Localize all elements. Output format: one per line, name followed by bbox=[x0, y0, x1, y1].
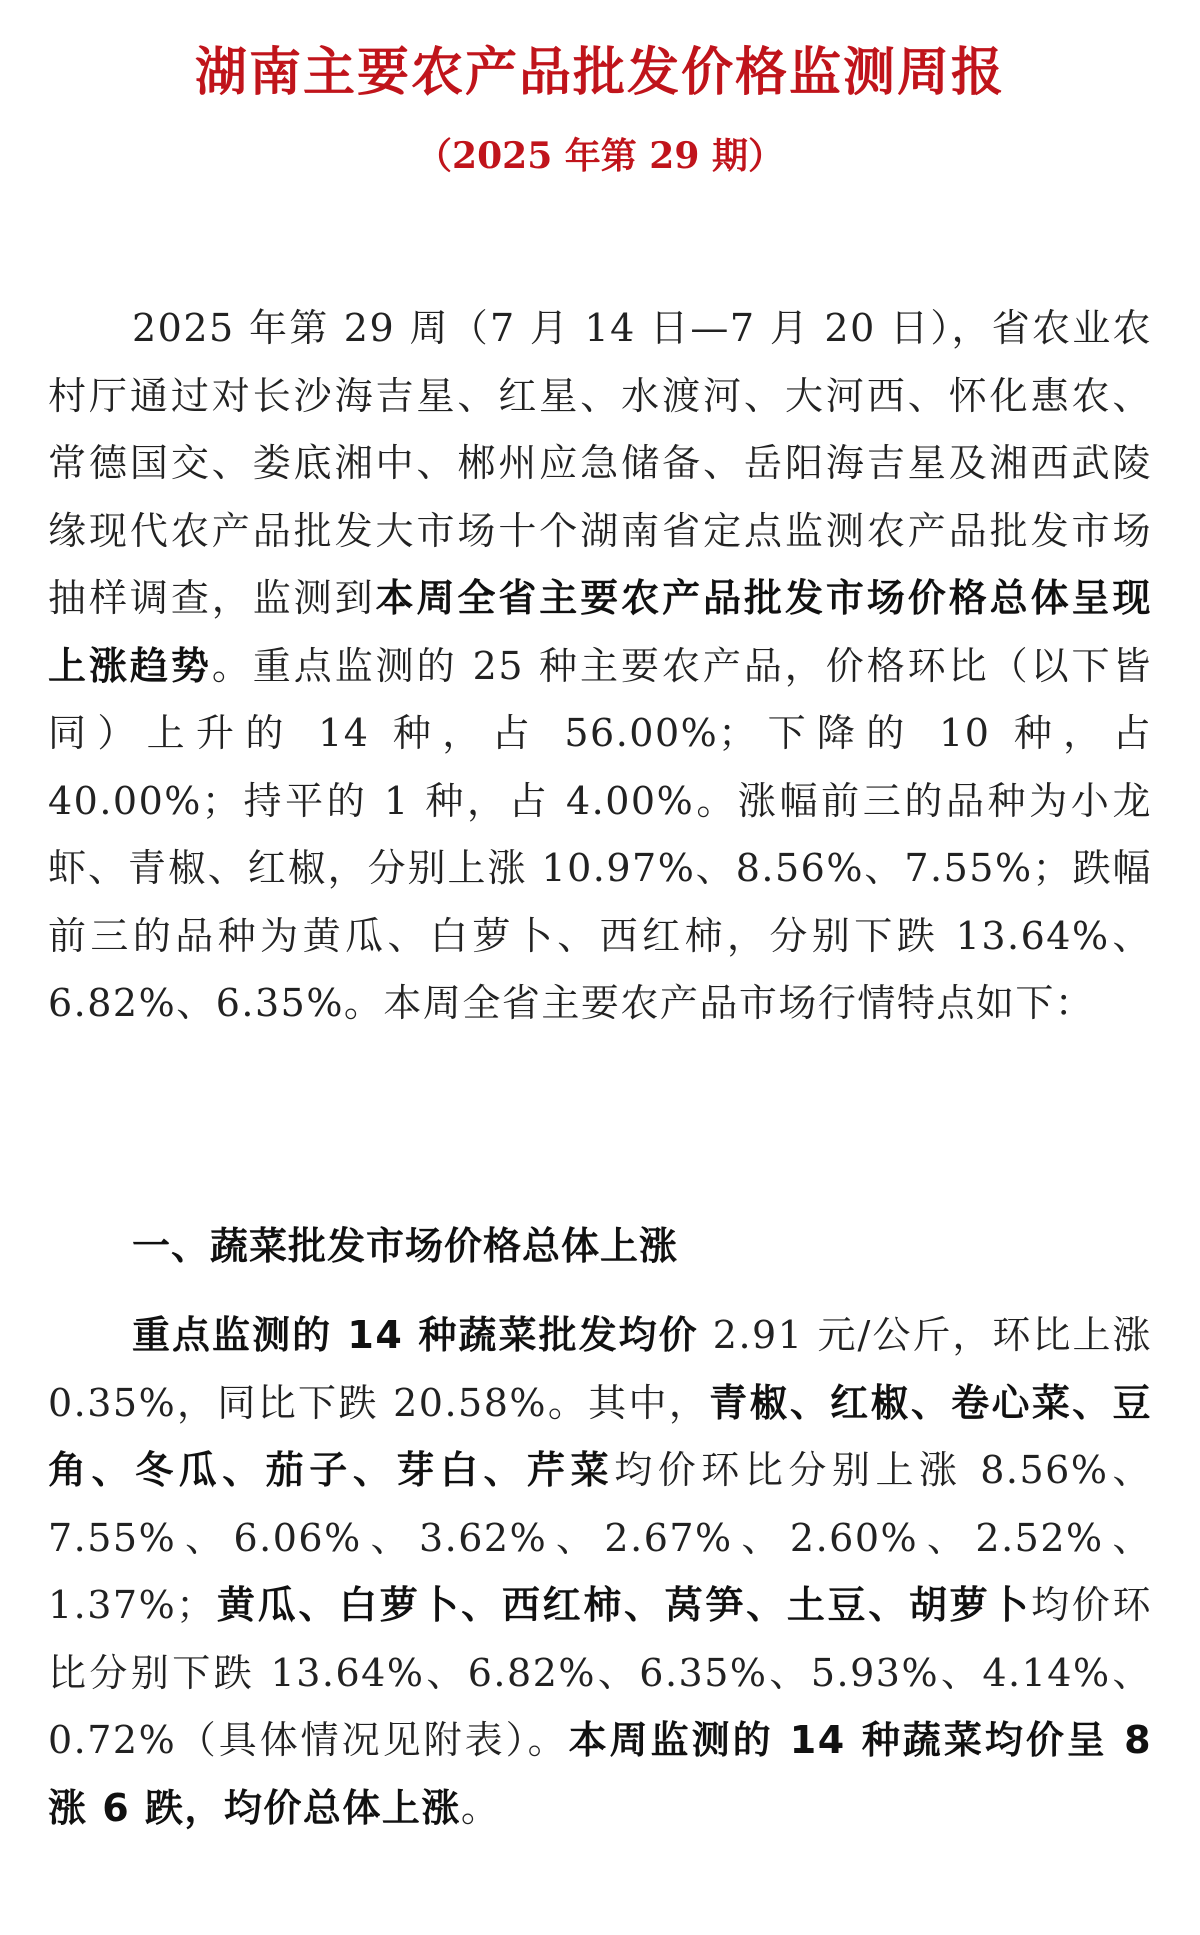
issue-number: （2025 年第 29 期） bbox=[416, 135, 784, 177]
intro-lead-text: 2025 年第 29 周（7 月 14 日—7 月 20 日），省农业农村厅通过对长沙海吉星、红星、水渡河、大河西、怀化惠农、常德国交、娄底湘中、郴州应急储备、岳阳海吉星及湘西武陵缘现代农产品批发大市场十个湖南省定点监测农产品批发市场抽样调查，监测到 bbox=[48, 306, 1152, 620]
falling-percent-text: 均价环比分别下跌 13.64%、6.82%、6.35%、5.93%、4.14%、0.72%（具体情况见附表）。 bbox=[48, 1583, 1152, 1762]
report-title: 湖南主要农产品批发价格监测周报 bbox=[194, 42, 1005, 103]
vegetable-end-text: 。 bbox=[460, 1785, 501, 1830]
vegetable-paragraph bbox=[48, 1302, 1152, 1842]
vegetable-summary-bold: 本周监测的 14 种蔬菜均价呈 8 涨 6 跌，均价总体上涨 bbox=[48, 1718, 1153, 1830]
rising-percent-text: 均价环比分别上涨 8.56%、7.55%、6.06%、3.62%、2.67%、2.60%、2.52%、1.37%； bbox=[48, 1448, 1153, 1627]
rising-items-list: 青椒、红椒、卷心菜、豆角、冬瓜、茄子、芽白、芹菜 bbox=[48, 1380, 1152, 1492]
vegetable-price-text: 2.91 元/公斤，环比上涨 0.35%，同比下跌 20.58%。其中， bbox=[48, 1313, 1152, 1425]
intro-rest-text: 。重点监测的 25 种主要农产品，价格环比（以下皆同）上升的 14 种，占 56.00%；下降的 10 种，占 40.00%；持平的 1 种，占 4.00%。涨幅前三的品种为小龙虾、青椒、红椒，分别上涨 10.97%、8.56%、7.55%；跌幅前三的品种为黄瓜、白萝卜、西红柿，分别下跌 13.64%、6.82%、6.35%。本周全省主要农产品市场行情特点如下： bbox=[48, 643, 1152, 1025]
intro-emphasis-text: 本周全省主要农产品批发市场价格总体呈现上涨趋势 bbox=[48, 576, 1152, 688]
intro-paragraph bbox=[48, 295, 1152, 1038]
falling-items-list: 黄瓜、白萝卜、西红柿、莴笋、土豆、胡萝卜 bbox=[215, 1583, 1032, 1627]
section-heading-vegetables: 一、蔬菜批发市场价格总体上涨 bbox=[132, 1224, 679, 1268]
vegetable-lead-bold: 重点监测的 14 种蔬菜批发均价 bbox=[132, 1313, 699, 1357]
